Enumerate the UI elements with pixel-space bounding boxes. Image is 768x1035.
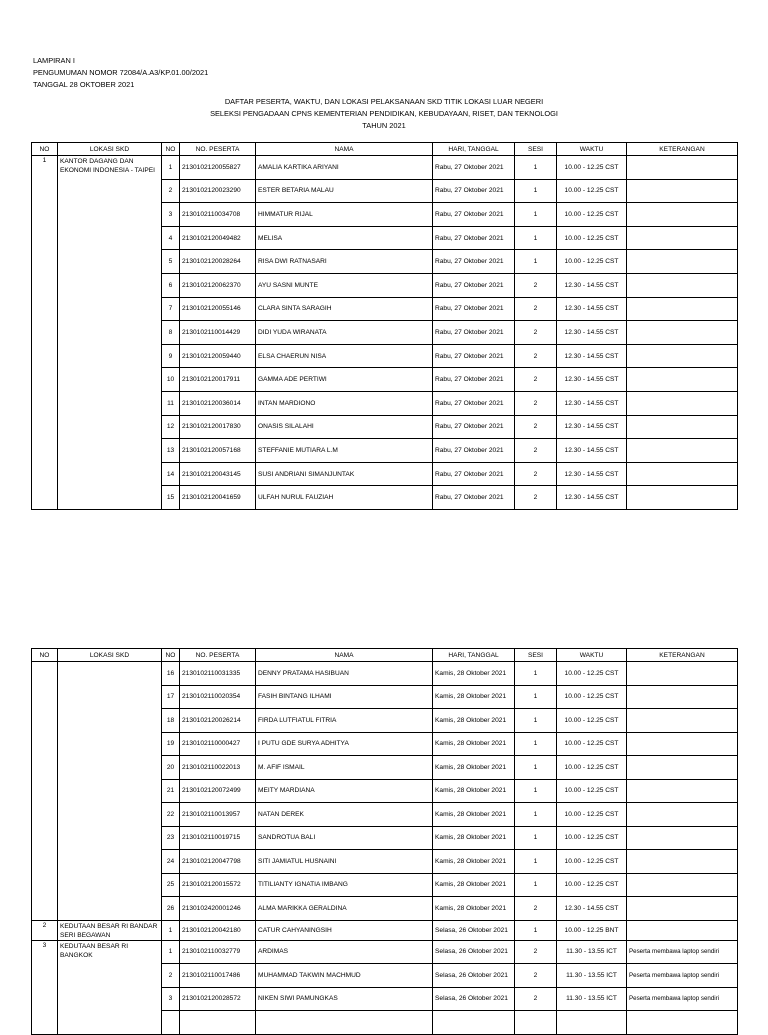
- row-number-cell: 26: [162, 897, 180, 921]
- nama-cell: ULFAH NURUL FAUZIAH: [256, 486, 433, 510]
- keterangan-cell: [627, 850, 738, 874]
- hari-tanggal-cell: Selasa, 26 Oktober 2021: [433, 964, 515, 988]
- waktu-cell: 12.30 - 14.55 CST: [557, 273, 627, 297]
- no-peserta-cell: 2130102120036014: [180, 391, 256, 415]
- nama-cell: INTAN MARDIONO: [256, 391, 433, 415]
- row-number-cell: 1: [162, 940, 180, 964]
- col-lokasi: LOKASI SKD: [58, 649, 162, 662]
- sesi-cell: 1: [515, 850, 557, 874]
- no-peserta-cell: 2130102110022013: [180, 756, 256, 780]
- row-number-cell: 6: [162, 273, 180, 297]
- keterangan-cell: [627, 803, 738, 827]
- sesi-cell: 1: [515, 779, 557, 803]
- nama-cell: SANDROTUA BALI: [256, 826, 433, 850]
- row-number-cell: 19: [162, 732, 180, 756]
- sesi-cell: 2: [515, 391, 557, 415]
- row-number-cell: 17: [162, 685, 180, 709]
- no-peserta-cell: 2130102120042180: [180, 920, 256, 940]
- nama-cell: HIMMATUR RIJAL: [256, 203, 433, 227]
- col-no-peserta: NO. PESERTA: [180, 143, 256, 156]
- row-number-cell: 1: [162, 920, 180, 940]
- sesi-cell: 1: [515, 732, 557, 756]
- waktu-cell: 11.30 - 13.55 ICT: [557, 987, 627, 1011]
- waktu-cell: 11.30 - 13.55 ICT: [557, 964, 627, 988]
- keterangan-cell: [627, 779, 738, 803]
- row-number-cell: 12: [162, 415, 180, 439]
- row-number-cell: 21: [162, 779, 180, 803]
- lokasi-number-cell: 3: [32, 940, 58, 1034]
- hari-tanggal-cell: Rabu, 27 Oktober 2021: [433, 486, 515, 510]
- waktu-cell: 10.00 - 12.25 CST: [557, 756, 627, 780]
- pengumuman-date: TANGGAL 28 OKTOBER 2021: [33, 80, 135, 89]
- keterangan-cell: [627, 732, 738, 756]
- lokasi-cell: KEDUTAAN BESAR RI BANGKOK: [58, 940, 162, 1034]
- lokasi-cell: KEDUTAAN BESAR RI BANDAR SERI BEGAWAN: [58, 920, 162, 940]
- col-no-urut: NO: [162, 143, 180, 156]
- col-no-peserta: NO. PESERTA: [180, 649, 256, 662]
- sesi-cell: 1: [515, 826, 557, 850]
- col-keterangan: KETERANGAN: [627, 143, 738, 156]
- lokasi-number-cell: [32, 662, 58, 921]
- nama-cell: AYU SASNI MUNTE: [256, 273, 433, 297]
- nama-cell: NIKEN SIWI PAMUNGKAS: [256, 987, 433, 1011]
- waktu-cell: 10.00 - 12.25 CST: [557, 662, 627, 686]
- nama-cell: TITILIANTY IGNATIA IMBANG: [256, 873, 433, 897]
- no-peserta-cell: 2130102120049482: [180, 226, 256, 250]
- keterangan-cell: [627, 486, 738, 510]
- row-number-cell: 8: [162, 321, 180, 345]
- participants-table-1: [31, 142, 738, 510]
- col-no-urut: NO: [162, 649, 180, 662]
- sesi-cell: 2: [515, 415, 557, 439]
- hari-tanggal-cell: Rabu, 27 Oktober 2021: [433, 368, 515, 392]
- keterangan-cell: [627, 897, 738, 921]
- row-number-cell: 5: [162, 250, 180, 274]
- row-number-cell: 11: [162, 391, 180, 415]
- keterangan-cell: [627, 203, 738, 227]
- nama-cell: SITI JAMIATUL HUSNAINI: [256, 850, 433, 874]
- no-peserta-cell: 2130102110014429: [180, 321, 256, 345]
- row-number-cell: [162, 1011, 180, 1035]
- nama-cell: AMALIA KARTIKA ARIYANI: [256, 156, 433, 180]
- sesi-cell: 1: [515, 756, 557, 780]
- keterangan-cell: [627, 344, 738, 368]
- title-line-2: SELEKSI PENGADAAN CPNS KEMENTERIAN PENDIDIKAN, KEBUDAYAAN, RISET, DAN TEKNOLOGI: [210, 109, 558, 118]
- waktu-cell: 10.00 - 12.25 CST: [557, 156, 627, 180]
- no-peserta-cell: 2130102120041659: [180, 486, 256, 510]
- waktu-cell: 10.00 - 12.25 BNT: [557, 920, 627, 940]
- sesi-cell: 1: [515, 662, 557, 686]
- keterangan-cell: Peserta membawa laptop sendiri: [627, 940, 738, 964]
- participants-table-2: [31, 648, 738, 1035]
- keterangan-cell: [627, 462, 738, 486]
- lokasi-cell: [58, 662, 162, 921]
- no-peserta-cell: 2130102110031335: [180, 662, 256, 686]
- no-peserta-cell: 2130102120017830: [180, 415, 256, 439]
- sesi-cell: 1: [515, 179, 557, 203]
- row-number-cell: 2: [162, 179, 180, 203]
- sesi-cell: 2: [515, 462, 557, 486]
- sesi-cell: 1: [515, 709, 557, 733]
- col-sesi: SESI: [515, 143, 557, 156]
- hari-tanggal-cell: Selasa, 26 Oktober 2021: [433, 940, 515, 964]
- nama-cell: ELSA CHAERUN NISA: [256, 344, 433, 368]
- hari-tanggal-cell: Kamis, 28 Oktober 2021: [433, 850, 515, 874]
- waktu-cell: 12.30 - 14.55 CST: [557, 391, 627, 415]
- no-peserta-cell: 2130102110000427: [180, 732, 256, 756]
- no-peserta-cell: 2130102110017486: [180, 964, 256, 988]
- table-row: [32, 940, 738, 964]
- sesi-cell: 2: [515, 368, 557, 392]
- keterangan-cell: [627, 391, 738, 415]
- row-number-cell: 25: [162, 873, 180, 897]
- document-header: [33, 55, 208, 91]
- lokasi-cell: KANTOR DAGANG DAN EKONOMI INDONESIA - TAIPEI: [58, 156, 162, 510]
- col-nama: NAMA: [256, 649, 433, 662]
- keterangan-cell: [627, 415, 738, 439]
- hari-tanggal-cell: Rabu, 27 Oktober 2021: [433, 226, 515, 250]
- nama-cell: STEFFANIE MUTIARA L.M: [256, 439, 433, 463]
- nama-cell: MUHAMMAD TAKWIN MACHMUD: [256, 964, 433, 988]
- hari-tanggal-cell: Selasa, 26 Oktober 2021: [433, 920, 515, 940]
- waktu-cell: 10.00 - 12.25 CST: [557, 179, 627, 203]
- row-number-cell: 15: [162, 486, 180, 510]
- waktu-cell: 11.30 - 13.55 ICT: [557, 940, 627, 964]
- hari-tanggal-cell: Kamis, 28 Oktober 2021: [433, 662, 515, 686]
- sesi-cell: 2: [515, 964, 557, 988]
- hari-tanggal-cell: Rabu, 27 Oktober 2021: [433, 415, 515, 439]
- hari-tanggal-cell: Rabu, 27 Oktober 2021: [433, 344, 515, 368]
- hari-tanggal-cell: Rabu, 27 Oktober 2021: [433, 321, 515, 345]
- waktu-cell: 10.00 - 12.25 CST: [557, 226, 627, 250]
- document-title: [0, 96, 768, 132]
- no-peserta-cell: 2130102120017911: [180, 368, 256, 392]
- sesi-cell: 1: [515, 156, 557, 180]
- row-number-cell: 7: [162, 297, 180, 321]
- waktu-cell: 12.30 - 14.55 CST: [557, 297, 627, 321]
- nama-cell: FASIH BINTANG ILHAMI: [256, 685, 433, 709]
- table-2-body: [32, 662, 738, 1035]
- nama-cell: ONASIS SILALAHI: [256, 415, 433, 439]
- nama-cell: FIRDA LUTFIATUL FITRIA: [256, 709, 433, 733]
- hari-tanggal-cell: Kamis, 28 Oktober 2021: [433, 826, 515, 850]
- row-number-cell: 13: [162, 439, 180, 463]
- hari-tanggal-cell: Kamis, 28 Oktober 2021: [433, 803, 515, 827]
- hari-tanggal-cell: Kamis, 28 Oktober 2021: [433, 779, 515, 803]
- no-peserta-cell: 2130102120015572: [180, 873, 256, 897]
- waktu-cell: 10.00 - 12.25 CST: [557, 850, 627, 874]
- row-number-cell: 1: [162, 156, 180, 180]
- waktu-cell: 10.00 - 12.25 CST: [557, 685, 627, 709]
- no-peserta-cell: 2130102120047798: [180, 850, 256, 874]
- no-peserta-cell: 2130102120055827: [180, 156, 256, 180]
- no-peserta-cell: 2130102110019715: [180, 826, 256, 850]
- table-header-row: [32, 649, 738, 662]
- row-number-cell: 20: [162, 756, 180, 780]
- no-peserta-cell: 2130102120059440: [180, 344, 256, 368]
- row-number-cell: 16: [162, 662, 180, 686]
- sesi-cell: 2: [515, 344, 557, 368]
- waktu-cell: [557, 1011, 627, 1035]
- col-sesi: SESI: [515, 649, 557, 662]
- sesi-cell: 1: [515, 250, 557, 274]
- waktu-cell: 10.00 - 12.25 CST: [557, 203, 627, 227]
- table-row: [32, 920, 738, 940]
- hari-tanggal-cell: Kamis, 28 Oktober 2021: [433, 732, 515, 756]
- no-peserta-cell: 2130102110032779: [180, 940, 256, 964]
- title-line-1: DAFTAR PESERTA, WAKTU, DAN LOKASI PELAKSANAAN SKD TITIK LOKASI LUAR NEGERI: [224, 97, 544, 106]
- waktu-cell: 12.30 - 14.55 CST: [557, 368, 627, 392]
- sesi-cell: 2: [515, 297, 557, 321]
- keterangan-cell: [627, 756, 738, 780]
- hari-tanggal-cell: Rabu, 27 Oktober 2021: [433, 250, 515, 274]
- keterangan-cell: [627, 826, 738, 850]
- no-peserta-cell: 2130102110034708: [180, 203, 256, 227]
- keterangan-cell: [627, 662, 738, 686]
- hari-tanggal-cell: [433, 1011, 515, 1035]
- col-nama: NAMA: [256, 143, 433, 156]
- hari-tanggal-cell: Rabu, 27 Oktober 2021: [433, 273, 515, 297]
- waktu-cell: 10.00 - 12.25 CST: [557, 873, 627, 897]
- waktu-cell: 10.00 - 12.25 CST: [557, 250, 627, 274]
- nama-cell: ALMA MARIKKA GERALDINA: [256, 897, 433, 921]
- pengumuman-number: PENGUMUMAN NOMOR 72084/A.A3/KP.01.00/2021: [33, 68, 209, 77]
- nama-cell: ARDIMAS: [256, 940, 433, 964]
- keterangan-cell: Peserta membawa laptop sendiri: [627, 964, 738, 988]
- nama-cell: SUSI ANDRIANI SIMANJUNTAK: [256, 462, 433, 486]
- no-peserta-cell: 2130102120043145: [180, 462, 256, 486]
- waktu-cell: 12.30 - 14.55 CST: [557, 344, 627, 368]
- waktu-cell: 10.00 - 12.25 CST: [557, 803, 627, 827]
- no-peserta-cell: 2130102120023290: [180, 179, 256, 203]
- col-waktu: WAKTU: [557, 143, 627, 156]
- no-peserta-cell: 2130102120057168: [180, 439, 256, 463]
- row-number-cell: 10: [162, 368, 180, 392]
- sesi-cell: [515, 1011, 557, 1035]
- nama-cell: M. AFIF ISMAIL: [256, 756, 433, 780]
- row-number-cell: 14: [162, 462, 180, 486]
- row-number-cell: 4: [162, 226, 180, 250]
- row-number-cell: 23: [162, 826, 180, 850]
- hari-tanggal-cell: Rabu, 27 Oktober 2021: [433, 179, 515, 203]
- sesi-cell: 2: [515, 321, 557, 345]
- keterangan-cell: [627, 1011, 738, 1035]
- sesi-cell: 1: [515, 685, 557, 709]
- no-peserta-cell: 2130102110013957: [180, 803, 256, 827]
- waktu-cell: 10.00 - 12.25 CST: [557, 709, 627, 733]
- no-peserta-cell: 2130102120062370: [180, 273, 256, 297]
- keterangan-cell: [627, 685, 738, 709]
- hari-tanggal-cell: Kamis, 28 Oktober 2021: [433, 897, 515, 921]
- nama-cell: RISA DWI RATNASARI: [256, 250, 433, 274]
- col-keterangan: KETERANGAN: [627, 649, 738, 662]
- waktu-cell: 12.30 - 14.55 CST: [557, 486, 627, 510]
- row-number-cell: 22: [162, 803, 180, 827]
- keterangan-cell: [627, 709, 738, 733]
- waktu-cell: 10.00 - 12.25 CST: [557, 732, 627, 756]
- table-row: [32, 662, 738, 686]
- col-lokasi: LOKASI SKD: [58, 143, 162, 156]
- sesi-cell: 1: [515, 203, 557, 227]
- keterangan-cell: Peserta membawa laptop sendiri: [627, 987, 738, 1011]
- hari-tanggal-cell: Rabu, 27 Oktober 2021: [433, 156, 515, 180]
- no-peserta-cell: 2130102120028264: [180, 250, 256, 274]
- sesi-cell: 1: [515, 226, 557, 250]
- hari-tanggal-cell: Kamis, 28 Oktober 2021: [433, 873, 515, 897]
- sesi-cell: 1: [515, 920, 557, 940]
- nama-cell: DIDI YUDA WIRANATA: [256, 321, 433, 345]
- col-no: NO: [32, 649, 58, 662]
- lampiran-label: LAMPIRAN I: [33, 56, 75, 65]
- nama-cell: MELISA: [256, 226, 433, 250]
- row-number-cell: 9: [162, 344, 180, 368]
- col-hari-tanggal: HARI, TANGGAL: [433, 649, 515, 662]
- hari-tanggal-cell: Selasa, 26 Oktober 2021: [433, 987, 515, 1011]
- hari-tanggal-cell: Kamis, 28 Oktober 2021: [433, 756, 515, 780]
- row-number-cell: 2: [162, 964, 180, 988]
- sesi-cell: 2: [515, 486, 557, 510]
- nama-cell: MEITY MARDIANA: [256, 779, 433, 803]
- nama-cell: CLARA SINTA SARAGIH: [256, 297, 433, 321]
- keterangan-cell: [627, 439, 738, 463]
- no-peserta-cell: 2130102120055146: [180, 297, 256, 321]
- hari-tanggal-cell: Rabu, 27 Oktober 2021: [433, 297, 515, 321]
- lokasi-number-cell: 2: [32, 920, 58, 940]
- row-number-cell: 3: [162, 987, 180, 1011]
- no-peserta-cell: 2130102420001246: [180, 897, 256, 921]
- hari-tanggal-cell: Kamis, 28 Oktober 2021: [433, 709, 515, 733]
- keterangan-cell: [627, 297, 738, 321]
- keterangan-cell: [627, 179, 738, 203]
- nama-cell: DENNY PRATAMA HASIBUAN: [256, 662, 433, 686]
- waktu-cell: 10.00 - 12.25 CST: [557, 779, 627, 803]
- waktu-cell: 12.30 - 14.55 CST: [557, 321, 627, 345]
- sesi-cell: 2: [515, 439, 557, 463]
- hari-tanggal-cell: Rabu, 27 Oktober 2021: [433, 391, 515, 415]
- keterangan-cell: [627, 321, 738, 345]
- col-no: NO: [32, 143, 58, 156]
- sesi-cell: 1: [515, 803, 557, 827]
- table-header-row: [32, 143, 738, 156]
- col-hari-tanggal: HARI, TANGGAL: [433, 143, 515, 156]
- row-number-cell: 3: [162, 203, 180, 227]
- title-line-3: TAHUN 2021: [362, 121, 406, 130]
- nama-cell: I PUTU GDE SURYA ADHITYA: [256, 732, 433, 756]
- table-row: [32, 156, 738, 180]
- hari-tanggal-cell: Rabu, 27 Oktober 2021: [433, 439, 515, 463]
- keterangan-cell: [627, 273, 738, 297]
- no-peserta-cell: [180, 1011, 256, 1035]
- no-peserta-cell: 2130102120026214: [180, 709, 256, 733]
- sesi-cell: 2: [515, 897, 557, 921]
- nama-cell: NATAN DEREK: [256, 803, 433, 827]
- col-waktu: WAKTU: [557, 649, 627, 662]
- hari-tanggal-cell: Rabu, 27 Oktober 2021: [433, 462, 515, 486]
- hari-tanggal-cell: Kamis, 28 Oktober 2021: [433, 685, 515, 709]
- lokasi-number-cell: 1: [32, 156, 58, 510]
- waktu-cell: 12.30 - 14.55 CST: [557, 897, 627, 921]
- keterangan-cell: [627, 368, 738, 392]
- hari-tanggal-cell: Rabu, 27 Oktober 2021: [433, 203, 515, 227]
- row-number-cell: 18: [162, 709, 180, 733]
- table-1-body: [32, 156, 738, 510]
- nama-cell: GAMMA ADE PERTIWI: [256, 368, 433, 392]
- waktu-cell: 12.30 - 14.55 CST: [557, 415, 627, 439]
- keterangan-cell: [627, 250, 738, 274]
- keterangan-cell: [627, 156, 738, 180]
- sesi-cell: 2: [515, 987, 557, 1011]
- nama-cell: ESTER BETARIA MALAU: [256, 179, 433, 203]
- row-number-cell: 24: [162, 850, 180, 874]
- keterangan-cell: [627, 226, 738, 250]
- waktu-cell: 12.30 - 14.55 CST: [557, 462, 627, 486]
- nama-cell: CATUR CAHYANINGSIH: [256, 920, 433, 940]
- no-peserta-cell: 2130102120072499: [180, 779, 256, 803]
- waktu-cell: 12.30 - 14.55 CST: [557, 439, 627, 463]
- sesi-cell: 2: [515, 940, 557, 964]
- sesi-cell: 1: [515, 873, 557, 897]
- sesi-cell: 2: [515, 273, 557, 297]
- no-peserta-cell: 2130102110020354: [180, 685, 256, 709]
- waktu-cell: 10.00 - 12.25 CST: [557, 826, 627, 850]
- keterangan-cell: [627, 873, 738, 897]
- nama-cell: [256, 1011, 433, 1035]
- keterangan-cell: [627, 920, 738, 940]
- no-peserta-cell: 2130102120028572: [180, 987, 256, 1011]
